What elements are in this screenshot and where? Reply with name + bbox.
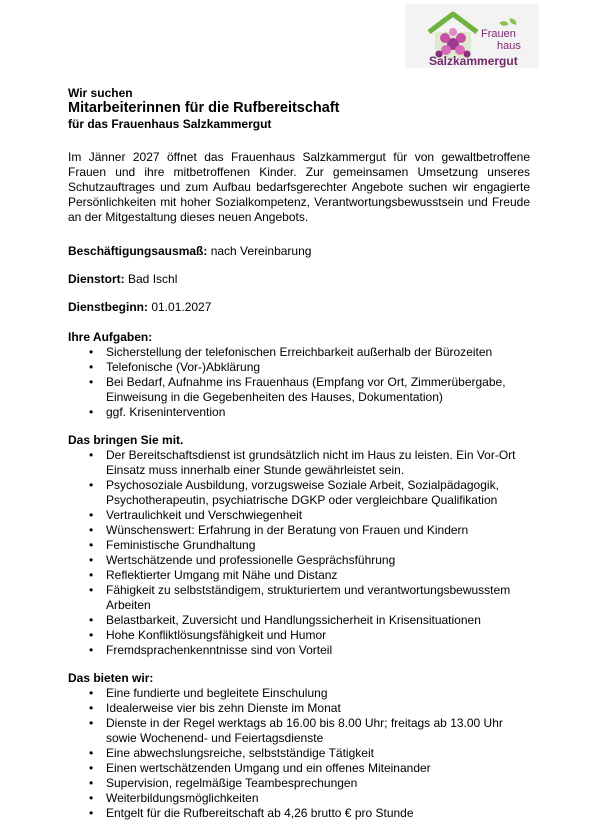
list-item: • Fremdsprachenkenntnisse sind von Vorteil	[106, 643, 530, 658]
field-employment	[68, 244, 530, 259]
list-item: • Feministische Grundhaltung	[106, 538, 530, 553]
list-item: • Der Bereitschaftsdienst ist grundsätzlich nicht im Haus zu leisten. Ein Vor-Ort Einsatz muss innerhalb einer Stunde gewährleistet sein.	[106, 448, 530, 478]
leaf-icon	[499, 20, 508, 27]
field-label: Dienstort:	[68, 272, 125, 286]
list-item: • Telefonische (Vor-)Abklärung	[106, 360, 530, 375]
list-item: • Weiterbildungsmöglichkeiten	[106, 791, 530, 806]
list-item: • Bei Bedarf, Aufnahme ins Frauenhaus (Empfang vor Ort, Zimmerübergabe, Einweisung in die Gegebenheiten des Hauses, Dokumentation)	[106, 375, 530, 405]
list-item: • Belastbarkeit, Zuversicht und Handlungssicherheit in Krisensituationen	[106, 613, 530, 628]
field-start-date	[68, 300, 530, 315]
heading-pre: Wir suchen	[68, 86, 133, 100]
job-posting	[68, 86, 530, 821]
list-item: • ggf. Krisenintervention	[106, 405, 530, 420]
list-item: • Wünschenswert: Erfahrung in der Beratung von Frauen und Kindern	[106, 523, 530, 538]
field-label: Beschäftigungsausmaß:	[68, 244, 208, 258]
list-item: • Wertschätzende und professionelle Gesprächsführung	[106, 553, 530, 568]
field-value: nach Vereinbarung	[207, 244, 312, 258]
field-location	[68, 272, 530, 287]
field-value: 01.01.2027	[148, 300, 212, 314]
requirements-list	[68, 448, 530, 658]
logo-text-haus: haus	[497, 40, 521, 52]
intro-paragraph: Im Jänner 2027 öffnet das Frauenhaus Salzkammergut für von gewaltbetroffene Frauen und ihre mitbetroffenen Kinder. Zur gemeinsamen Umsetzung unseres Schutzauftrages und zum Aufbau bedarfsgerechter Angebote suchen wir engagierte Persönlichkeiten mit hoher Sozialkompetenz, Verantwortungsbewusstsein und Freude an der Mitgestaltung dieses neuen Angebots.	[68, 150, 530, 224]
list-item: • Hohe Konfliktlösungsfähigkeit und Humor	[106, 628, 530, 643]
offers-list	[68, 686, 530, 821]
list-item: • Vertraulichkeit und Verschwiegenheit	[106, 508, 530, 523]
page-title: Mitarbeiterinnen für die Rufbereitschaft	[68, 100, 340, 116]
tasks-list	[68, 345, 530, 420]
list-item: • Psychosoziale Ausbildung, vorzugsweise Soziale Arbeit, Sozialpädagogik, Psychotherapeutin, psychiatrische DGKP oder vergleichbare Qualifikation	[106, 478, 530, 508]
list-item: • Supervision, regelmäßige Teambesprechungen	[106, 776, 530, 791]
tasks-title: Ihre Aufgaben:	[68, 330, 153, 344]
offers-title: Das bieten wir:	[68, 671, 154, 685]
field-value: Bad Ischl	[124, 272, 178, 286]
list-item: • Fähigkeit zu selbstständigem, strukturiertem und verantwortungsbewusstem Arbeiten	[106, 583, 530, 613]
leaf-icon	[508, 18, 517, 25]
list-item: • Eine abwechslungsreiche, selbstständige Tätigkeit	[106, 746, 530, 761]
list-item: • Dienste in der Regel werktags ab 16.00 bis 8.00 Uhr; freitags ab 13.00 Uhr sowie Wochenend- und Feiertagsdienste	[106, 716, 530, 746]
list-item: • Entgelt für die Rufbereitschaft ab 4,26 brutto € pro Stunde	[106, 806, 530, 821]
list-item: • Reflektierter Umgang mit Nähe und Distanz	[106, 568, 530, 583]
field-label: Dienstbeginn:	[68, 300, 148, 314]
list-item: • Eine fundierte und begleitete Einschulung	[106, 686, 530, 701]
list-item: • Idealerweise vier bis zehn Dienste im Monat	[106, 701, 530, 716]
heading-sub: für das Frauenhaus Salzkammergut	[68, 117, 272, 131]
frauenhaus-logo	[405, 4, 539, 68]
requirements-title: Das bringen Sie mit.	[68, 433, 184, 447]
logo-text-salzkammergut: Salzkammergut	[429, 54, 518, 68]
logo-text-frauen: Frauen	[481, 28, 516, 40]
list-item: • Einen wertschätzenden Umgang und ein offenes Miteinander	[106, 761, 530, 776]
list-item: • Sicherstellung der telefonischen Erreichbarkeit außerhalb der Bürozeiten	[106, 345, 530, 360]
